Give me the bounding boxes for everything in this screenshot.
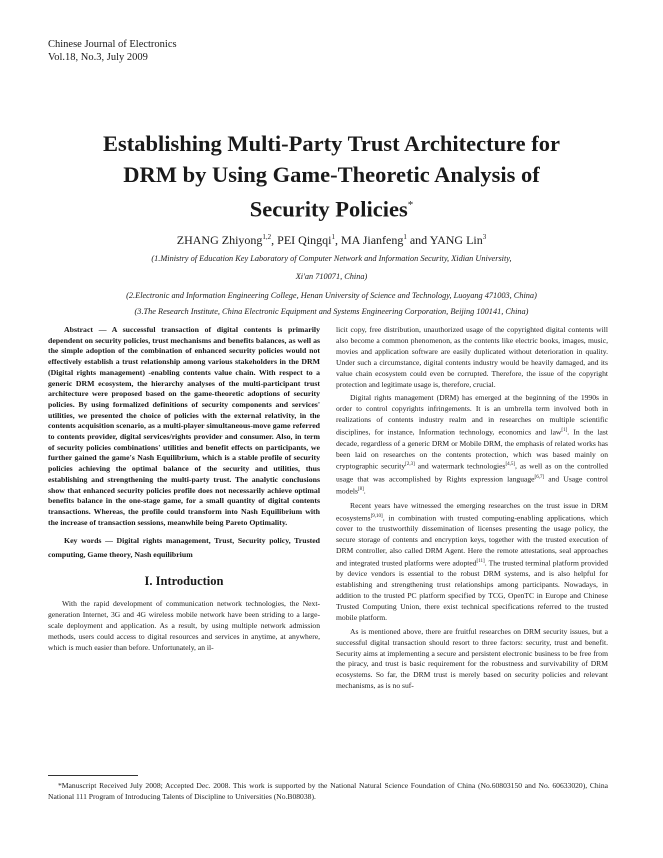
footnote-divider <box>48 775 138 776</box>
citation: [4,5] <box>505 462 516 468</box>
author-3-affil: 1 <box>403 233 407 241</box>
citation: [8] <box>357 487 364 493</box>
affiliation-1-line-2: Xi'an 710071, China) <box>295 272 368 281</box>
paper-title <box>40 128 623 225</box>
citation: [1] <box>561 428 568 434</box>
author-2: PEI Qingqi <box>277 233 332 247</box>
author-4-affil: 3 <box>482 233 487 241</box>
text-run: , in combination with trusted computing-enabling applications, which cover to the trustworthily dissemination of licenses presenting the usage policy, the secure storage of contents and encryption keys, together with the trusted execution of DRM controller, also called DRM Agent. Here the remote attestations, seal approaches and integrated trusted platforms were adopted <box>336 513 608 568</box>
author-4: YANG Lin <box>429 233 483 247</box>
right-paragraph-trust <box>336 501 608 624</box>
text-run: , as well as on the controlled usage that was accomplished by Rights expression language <box>336 461 609 484</box>
abstract: Abstract — A successful transaction of digital contents is primarily dependent on security policies, trust mechanisms and benefits balances, as well as the simple adoption of the combination of enhanced security policies would not effectively establish a trust relationship among various stakeholders in the DRM (Digital rights management) -enabling contents value chain. With respect to a generic DRM ecosystem, the hierarchy analyses of the multi-participant trust architecture were proposed based on the game-theoretic adoptions of security policies. By using formalized definitions of security components and services' utilities, we presented the choice of policies with the external relativity, in the contents acquisition scenario, as a multi-player simultaneous-move game referred to contents provider, digital services/rights provider and consumer. Also, in term of security policies combinations' utilities and benefit effects on participants, we further gained the game's Nash Equilibrium, which is a stable profile of security policies achieving the optimal balance of the security and utilities, thus establishing and strengthening the multi-party trust. The analytic conclusions show that enhanced security policies profile does not necessarily achieve optimal benefits balance in the one-stage game, for a small quantity of digital contents transactions. Whereas, the profile could transform into Nash Equilibrium with the increase of transaction sessions, meanwhile being Pareto Optimality. <box>48 325 320 527</box>
intro-paragraph-1: With the rapid development of communication network technologies, the Next-generation Internet, 3G and 4G wireless mobile network have been striding to a large-scale deployment and application. As a result, by using multiple network admission methods, users could access to digital resources and services in anytime, at anywhere, which is much easier than before. Unfortunately, an il- <box>48 599 320 652</box>
title-line-2: DRM by Using Game-Theoretic Analysis of <box>123 162 540 187</box>
citation: [11] <box>476 558 485 564</box>
journal-header <box>48 38 177 64</box>
citation: [2,3] <box>405 462 415 468</box>
author-list: ZHANG Zhiyong$^{1,2}$, PEI Qingqi$^1$, MA Jianfeng$^1$ and YANG Lin$^3$ <box>176 233 487 247</box>
footnote: *Manuscript Received July 2008; Accepted Dec. 2008. This work is supported by the National Natural Science Foundation of China (No.60803150 and No. 60633020), China National 111 Program of Introducing Talents of Discipline to Universities (No.B08038). <box>48 781 608 801</box>
author-2-affil: 1 <box>331 233 336 241</box>
text-run: and watermark technologies <box>414 461 506 471</box>
right-paragraph-factors: As is mentioned above, there are fruitful researches on DRM security issues, but a successful digital transaction should resort to three factors: security, trust and benefit. Security aims at implementing a secure and persistent electronic business to be free from the piracy, and trust is basic requirement for the robustness and survivability of DRM ecosystems. So far, the DRM trust is merely based on security policies and relevant mechanisms, as is no suf- <box>336 626 608 691</box>
author-1: ZHANG Zhiyong <box>176 233 263 247</box>
journal-name: Chinese Journal of Electronics <box>48 39 177 50</box>
right-paragraph-drm <box>336 393 608 497</box>
author-1-affil: 1,2 <box>262 233 272 241</box>
title-footnote-mark: * <box>407 199 414 211</box>
text-run: . The trusted terminal platform provided by device vendors is essential to the robust DRM systems, and is also helpful for establishing and strengthening trust relationships among participants. Nowadays, in addition to the trusted PC platform specified by TCG, OpenTC in Europe and Chinese Trusted Computing Union, there exist technical specifications referred to the trusted mobile platform. <box>336 558 608 622</box>
section-heading-introduction: I. Introduction <box>144 574 224 589</box>
left-column <box>48 325 320 654</box>
title-line-3-text: Security Policies <box>249 196 408 222</box>
text-run: Recent years have witnessed the emerging researches on the trust issue in DRM ecosystems <box>336 500 608 523</box>
affiliation-1 <box>70 250 593 286</box>
affiliation-3: (3.The Research Institute, China Electronic Equipment and Systems Engineering Corporation, Beijing 100141, China) <box>134 307 529 316</box>
citation: [9,10] <box>370 513 383 519</box>
citation: [6,7] <box>534 474 545 480</box>
text-run: . In the last decade, regardless of a generic DRM or Mobile DRM, the emphasis of related works has been laid on researches on the contents protection, which was based mainly on cryptographic security <box>336 427 608 471</box>
right-paragraph-continued: licit copy, free distribution, unauthorized usage of the copyrighted digital contents will also become a common phenomenon, as the contents like electric books, images, music, movies and application software are easily duplicated without deterioration in quality. Under such a circumstance, digital contents industry would be heavily damaged, and its value chain ecosystem could even be corrupted. Therefore, the issue of the copyright protection and legitimate usage is, therefore, crucial. <box>336 325 608 389</box>
right-column <box>336 325 608 692</box>
text-run: and Usage control models <box>336 474 608 496</box>
affiliation-2: (2.Electronic and Information Engineering College, Henan University of Science and Technology, Luoyang 471003, China) <box>126 291 537 300</box>
affiliation-1-line-1: (1.Ministry of Education Key Laboratory of Computer Network and Information Security, Xidian University, <box>151 254 512 263</box>
text-run: Digital rights management (DRM) has emerged at the beginning of the 1990s in order to control copyrights infringements. It is an umbrella term involved both in realizations of contents industry realm and in researches on multiple scientific disciplines, for instance, Information technology, economics and law <box>336 393 608 437</box>
author-3: MA Jianfeng <box>341 233 404 247</box>
keywords: Key words — Digital rights management, Trust, Security policy, Trusted computing, Game theory, Nash equilibrium <box>48 536 320 560</box>
journal-volume: Vol.18, No.3, July 2009 <box>48 52 148 63</box>
text-run: . <box>363 486 366 496</box>
title-line-1: Establishing Multi-Party Trust Architecture for <box>102 131 561 156</box>
title-line-3 <box>40 190 623 225</box>
